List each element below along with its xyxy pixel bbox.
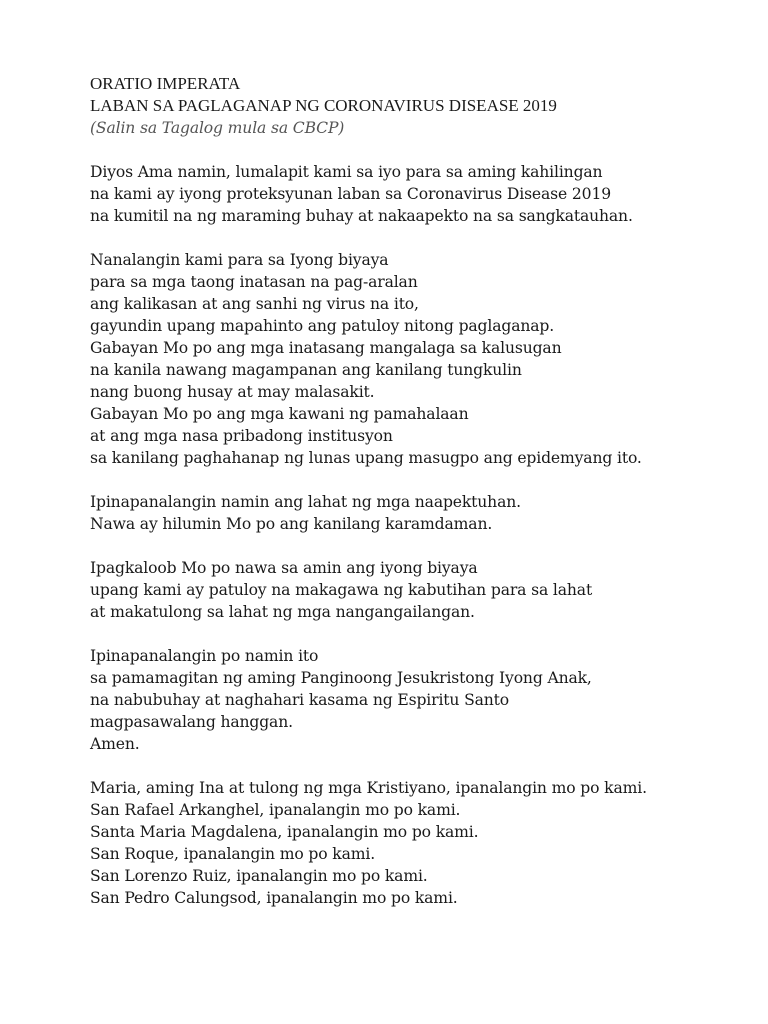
text-line: na kami ay iyong proteksyunan laban sa Coronavirus Disease 2019 — [90, 185, 611, 203]
paragraph-gap — [90, 623, 750, 645]
paragraph-gap — [90, 535, 750, 557]
paragraph-gap — [90, 227, 750, 249]
text-line: Gabayan Mo po ang mga kawani ng pamahalaan — [90, 405, 469, 423]
paragraph-grace — [90, 557, 750, 623]
paragraph-for-the-affected — [90, 491, 750, 535]
paragraph-gap — [90, 755, 750, 777]
text-line: nang buong husay at may malasakit. — [90, 383, 375, 401]
text-line: Ipinapanalangin po namin ito — [90, 647, 319, 665]
paragraph-gap — [90, 469, 750, 491]
text-line: Santa Maria Magdalena, ipanalangin mo po kami. — [90, 823, 479, 841]
paragraph-closing-doxology — [90, 645, 750, 755]
text-line: na kumitil na ng maraming buhay at nakaapekto na sa sangkatauhan. — [90, 207, 633, 225]
text-line: Maria, aming Ina at tulong ng mga Kristiyano, ipanalangin mo po kami. — [90, 779, 647, 797]
text-line: na kanila nawang magampanan ang kanilang tungkulin — [90, 361, 522, 379]
text-line: Nanalangin kami para sa Iyong biyaya — [90, 251, 389, 269]
text-line: na nabubuhay at naghahari kasama ng Espiritu Santo — [90, 691, 510, 709]
text-line: sa kanilang paghahanap ng lunas upang masugpo ang epidemyang ito. — [90, 449, 642, 467]
text-line: San Roque, ipanalangin mo po kami. — [90, 845, 376, 863]
text-line: Ipagkaloob Mo po nawa sa amin ang iyong biyaya — [90, 559, 478, 577]
text-line: San Rafael Arkanghel, ipanalangin mo po kami. — [90, 801, 461, 819]
text-line: Amen. — [90, 735, 140, 753]
text-line: para sa mga taong inatasan na pag-aralan — [90, 273, 418, 291]
text-line: Gabayan Mo po ang mga inatasang mangalaga sa kalusugan — [90, 339, 562, 357]
text-line: at makatulong sa lahat ng mga nangangailangan. — [90, 603, 475, 621]
text-line: gayundin upang mapahinto ang patuloy nitong paglaganap. — [90, 317, 555, 335]
text-line: Diyos Ama namin, lumalapit kami sa iyo para sa aming kahilingan — [90, 163, 603, 181]
text-line: ang kalikasan at ang sanhi ng virus na ito, — [90, 295, 419, 313]
text-line: upang kami ay patuloy na makagawa ng kabutihan para sa lahat — [90, 581, 593, 599]
text-line: Nawa ay hilumin Mo po ang kanilang karamdaman. — [90, 515, 493, 533]
paragraph-gap — [90, 139, 750, 161]
prayer-text — [90, 73, 750, 909]
paragraph-opening-petition — [90, 161, 750, 227]
document-subtitle: (Salin sa Tagalog mula sa CBCP) — [90, 119, 345, 137]
text-line: Ipinapanalangin namin ang lahat ng mga naapektuhan. — [90, 493, 521, 511]
text-line: sa pamamagitan ng aming Panginoong Jesukristong Iyong Anak, — [90, 669, 592, 687]
text-line: San Pedro Calungsod, ipanalangin mo po kami. — [90, 889, 458, 907]
paragraph-invocations — [90, 777, 750, 909]
paragraph-intercession — [90, 249, 750, 469]
text-line: at ang mga nasa pribadong institusyon — [90, 427, 393, 445]
text-line: San Lorenzo Ruiz, ipanalangin mo po kami. — [90, 867, 428, 885]
document-title-line-1: ORATIO IMPERATA — [90, 74, 241, 93]
text-line: magpasawalang hanggan. — [90, 713, 293, 731]
document-title-line-2: LABAN SA PAGLAGANAP NG CORONAVIRUS DISEASE 2019 — [90, 96, 557, 115]
